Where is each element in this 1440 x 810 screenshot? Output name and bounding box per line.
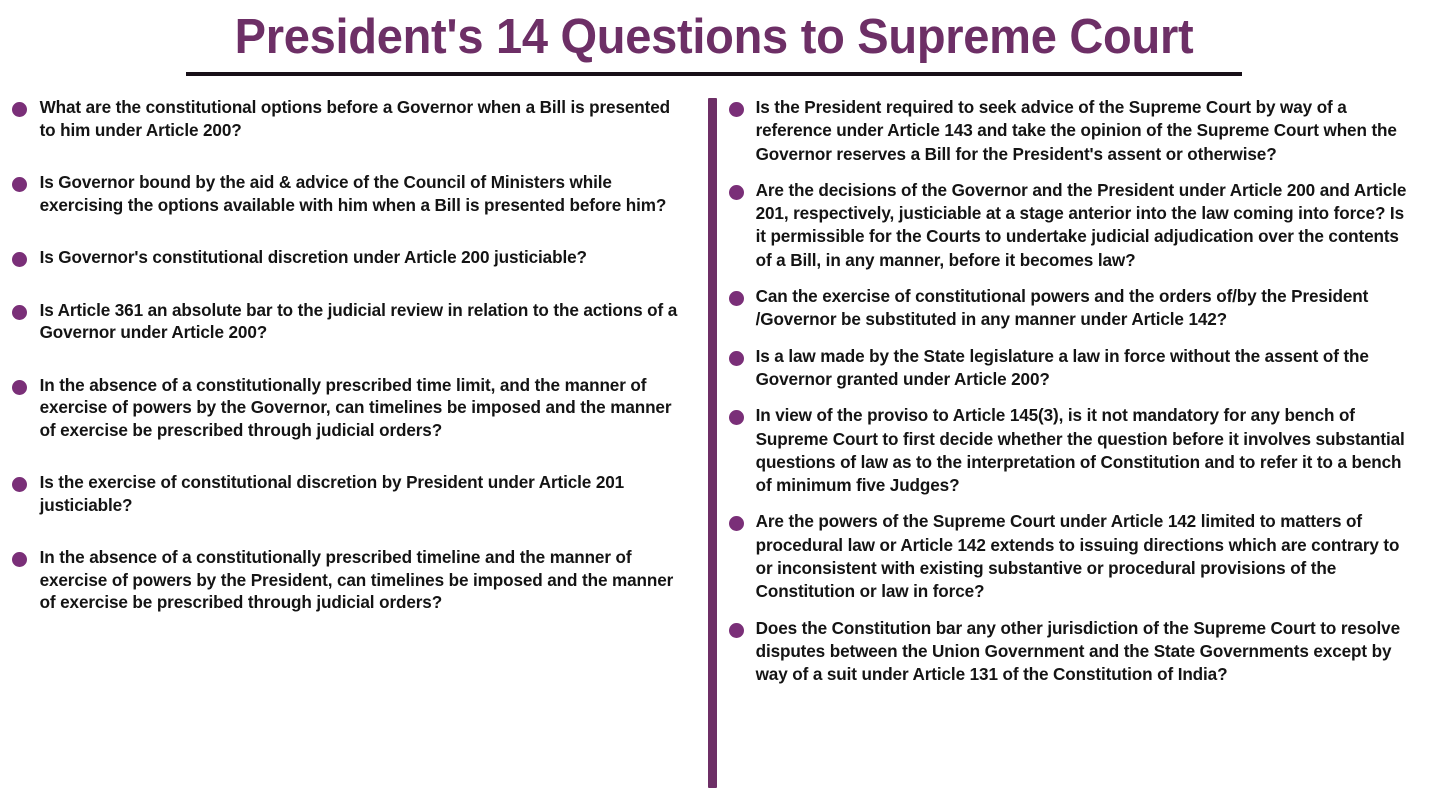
question-item [12, 374, 688, 442]
question-item [729, 285, 1429, 332]
question-text: In the absence of a constitutionally prescribed time limit, and the manner of exercise of powers by the Governor, can timelines be imposed and the manner of exercise be prescribed through judicial orders? [39, 374, 672, 440]
question-text: Is Governor bound by the aid & advice of the Council of Ministers while exercising the options available with him when a Bill is presented before him? [39, 172, 667, 215]
question-text: Are the decisions of the Governor and the President under Article 200 and Article 201, respectively, justiciable at a stage anterior into the law coming into force? Is it permissible for the Courts to undertake judicial adjudication over the contents of a Bill, in any manner, before it becomes law? [755, 179, 1407, 270]
column-divider [708, 98, 717, 788]
question-item [729, 510, 1429, 603]
question-item [729, 179, 1429, 272]
question-text: Is Article 361 an absolute bar to the judicial review in relation to the actions of a Governor under Article 200? [39, 299, 678, 342]
page-title: President's 14 Questions to Supreme Court [234, 10, 1194, 64]
title-block [186, 8, 1242, 76]
question-text: In view of the proviso to Article 145(3), is it not mandatory for any bench of Supreme Court to first decide whether the question before it involves substantial questions of law as to the interpretation of Constitution and to refer it to a bench of minimum five Judges? [755, 405, 1405, 496]
question-item [12, 171, 688, 216]
question-item [729, 345, 1429, 392]
question-item [12, 546, 688, 614]
question-text: What are the constitutional options before a Governor when a Bill is presented to him under Article 200? [39, 97, 670, 140]
question-item [12, 299, 688, 344]
question-text: Does the Constitution bar any other jurisdiction of the Supreme Court to resolve disputes between the Union Government and the State Governments except by way of a suit under Article 131 of the Constitution of India? [755, 617, 1401, 685]
question-text: Is Governor's constitutional discretion under Article 200 justiciable? [39, 247, 587, 267]
question-item [729, 617, 1429, 687]
question-item [12, 96, 688, 141]
question-text: Is the exercise of constitutional discretion by President under Article 201 justiciable? [39, 472, 625, 515]
right-question-column [729, 96, 1429, 700]
left-question-column [12, 96, 688, 644]
question-item [12, 246, 688, 269]
question-item [729, 96, 1429, 166]
question-text: In the absence of a constitutionally prescribed timeline and the manner of exercise of powers by the President, can timelines be imposed and the manner of exercise be prescribed through judicial orders? [39, 547, 674, 612]
question-item [12, 471, 688, 516]
question-text: Is the President required to seek advice of the Supreme Court by way of a reference under Article 143 and take the opinion of the Supreme Court when the Governor reserves a Bill for the President's assent or otherwise? [755, 97, 1397, 164]
question-text: Is a law made by the State legislature a law in force without the assent of the Governor granted under Article 200? [755, 345, 1369, 389]
question-text: Are the powers of the Supreme Court under Article 142 limited to matters of procedural law or Article 142 extends to issuing directions which are contrary to or inconsistent with existing substantive or procedural provisions of the Constitution or law in force? [755, 511, 1400, 602]
question-item [729, 404, 1429, 497]
question-text: Can the exercise of constitutional powers and the orders of/by the President /Governor be substituted in any manner under Article 142? [755, 286, 1369, 330]
title-underline-rule [186, 72, 1242, 76]
questions-columns [0, 96, 1440, 802]
